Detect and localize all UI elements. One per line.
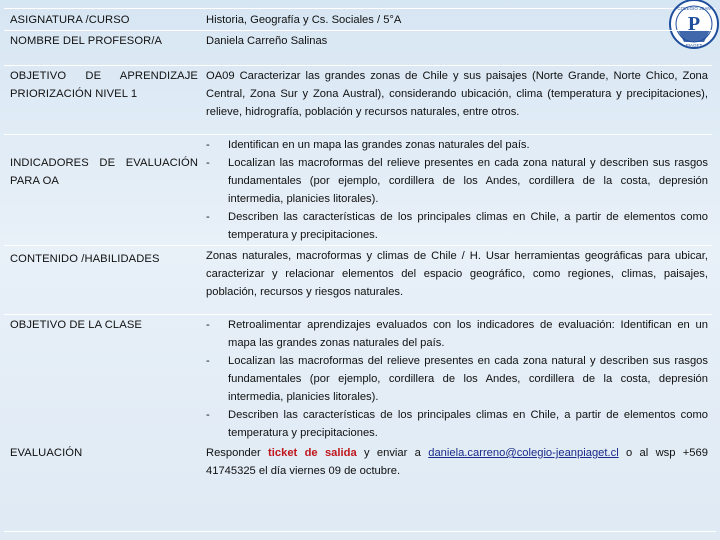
list-item: - Describen las características de los principales climas en Chile, a partir de elementos como temperatura y precipitaciones. bbox=[206, 406, 708, 442]
lesson-plan-table bbox=[4, 10, 712, 481]
ticket-highlight: ticket de salida bbox=[268, 447, 357, 459]
list-item: - Identifican en un mapa las grandes zonas naturales del país. bbox=[206, 136, 708, 154]
label-indicadores bbox=[4, 135, 202, 246]
label-contenido: CONTENIDO /HABILIDADES bbox=[4, 246, 202, 303]
label-indicadores-line1: INDICADORES DE EVALUACIÓN bbox=[10, 157, 198, 169]
label-objetivo-line2: PRIORIZACIÓN NIVEL 1 bbox=[10, 88, 138, 100]
dash-bullet: - bbox=[206, 355, 210, 367]
value-asignatura: Historia, Geografía y Cs. Sociales / 5°A bbox=[206, 14, 402, 26]
dash-bullet: - bbox=[206, 319, 210, 331]
email-link[interactable]: daniela.carreno@colegio-jeanpiaget.cl bbox=[428, 447, 619, 459]
value-objetivo-clase bbox=[202, 315, 712, 444]
value-evaluacion: Responder ticket de salida y enviar a daniela.carreno@colegio-jeanpiaget.cl o al wsp +569 41745325 el día viernes 09 de octubre. bbox=[206, 447, 708, 477]
row-objetivo bbox=[4, 66, 712, 123]
label-objetivo bbox=[4, 66, 202, 123]
logo-text-bottom: PIAGET bbox=[685, 43, 703, 48]
row-profesor bbox=[4, 31, 712, 52]
list-item: - Localizan las macroformas del relieve presentes en cada zona natural y describen sus rasgos fundamentales (por ejemplo, cordillera de los Andes, cordillera de la costa, depresión intermedia, planicies litorales). bbox=[206, 154, 708, 208]
row-asignatura bbox=[4, 10, 712, 31]
row-evaluacion bbox=[4, 443, 712, 481]
dash-bullet: - bbox=[206, 211, 210, 223]
label-profesor: NOMBRE DEL PROFESOR/A bbox=[4, 31, 202, 52]
dash-bullet: - bbox=[206, 409, 210, 421]
label-evaluacion: EVALUACIÓN bbox=[10, 447, 83, 459]
row-contenido bbox=[4, 246, 712, 303]
list-item: - Describen las características de los principales climas en Chile, a partir de elementos como temperatura y precipitaciones. bbox=[206, 208, 708, 244]
list-item: - Retroalimentar aprendizajes evaluados con los indicadores de evaluación: Identifican en un mapa las grandes zonas naturales del país. bbox=[206, 316, 708, 352]
label-indicadores-line2: PARA OA bbox=[10, 175, 59, 187]
value-indicadores bbox=[202, 135, 712, 246]
spacer-row bbox=[4, 51, 712, 66]
value-contenido: Zonas naturales, macroformas y climas de Chile / H. Usar herramientas geográficas para ubicar, caracterizar y relacionar elementos del espacio geográfico, como regiones, climas, paisajes, población, recursos y riesgos naturales. bbox=[202, 246, 712, 303]
value-objetivo: OA09 Caracterizar las grandes zonas de Chile y sus paisajes (Norte Grande, Norte Chico, Zona Central, Zona Sur y Zona Austral), considerando ubicación, clima (temperatura y precipitaciones), relieve, hidrografía, población y recursos naturales, entre otros. bbox=[202, 66, 712, 123]
label-asignatura: ASIGNATURA /CURSO bbox=[10, 14, 130, 26]
dash-bullet: - bbox=[206, 139, 210, 151]
spacer-row bbox=[4, 122, 712, 135]
dash-bullet: - bbox=[206, 157, 210, 169]
label-objetivo-line1: OBJETIVO DE APRENDIZAJE bbox=[10, 70, 198, 82]
label-objetivo-clase: OBJETIVO DE LA CLASE bbox=[4, 315, 202, 444]
list-item: - Localizan las macroformas del relieve presentes en cada zona natural y describen sus rasgos fundamentales (por ejemplo, cordillera de los Andes, cordillera de la costa, depresión intermedia, planicies litorales). bbox=[206, 352, 708, 406]
logo-letter: P bbox=[687, 13, 701, 35]
logo-text-top: COLEGIO JEAN bbox=[677, 6, 711, 11]
row-indicadores bbox=[4, 135, 712, 246]
row-objetivo-clase bbox=[4, 315, 712, 444]
spacer-row bbox=[4, 302, 712, 315]
value-profesor: Daniela Carreño Salinas bbox=[202, 31, 712, 52]
